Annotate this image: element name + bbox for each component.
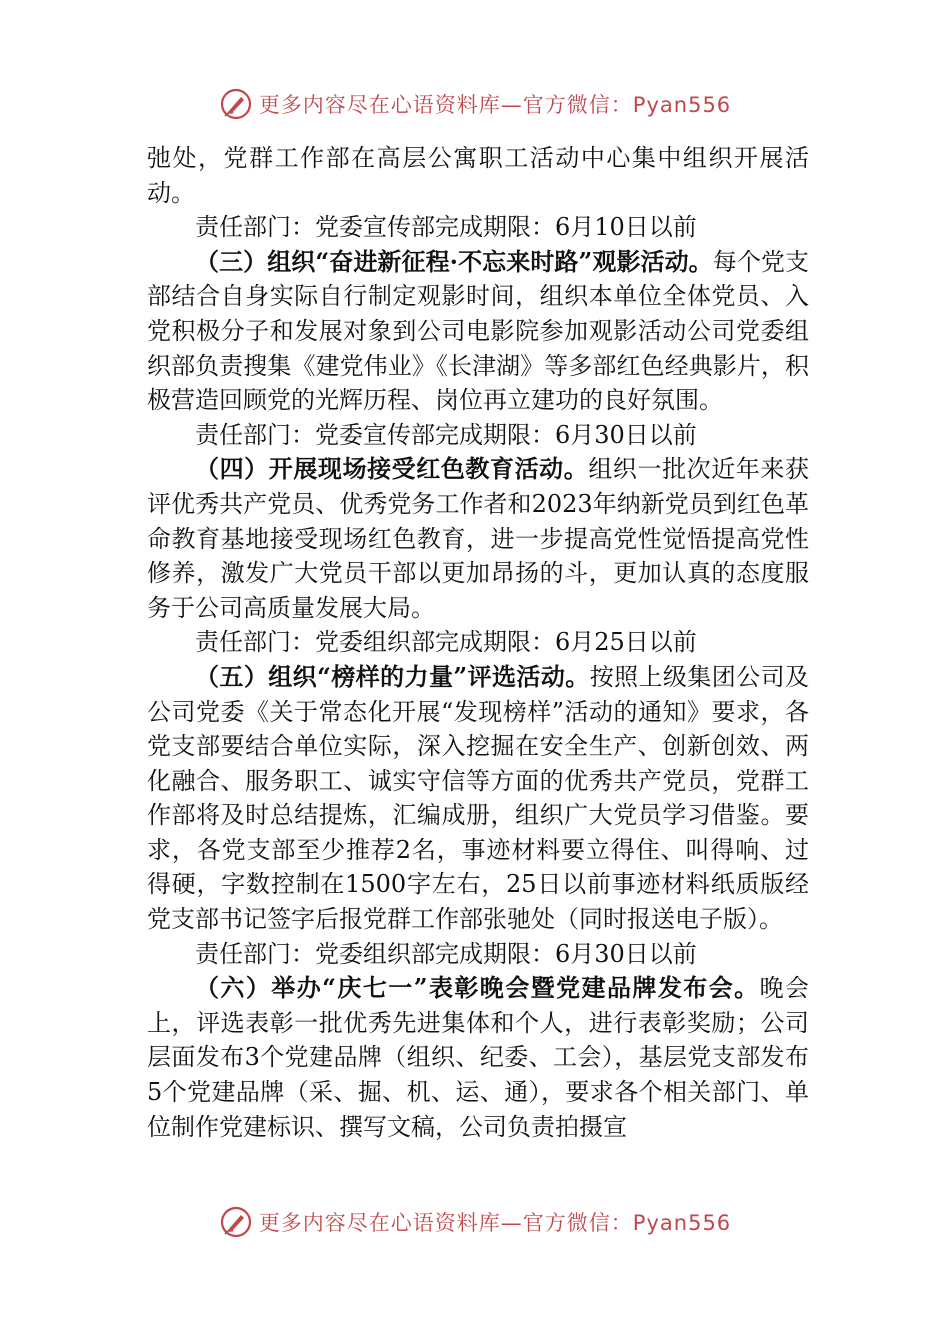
section-4: [147, 452, 809, 625]
section-6-body: 晚会上，评选表彰一批优秀先进集体和个人，进行表彰奖励；公司层面发布3个党建品牌（组织、纪委、工会），基层党支部发布5个党建品牌（采、掘、机、运、通），要求各个相关部门、单位制作党建标识、撰写文稿，公司负责拍摄宣: [147, 974, 809, 1141]
paragraph-continuation: 弛处，党群工作部在高层公寓职工活动中心集中组织开展活动。: [147, 144, 809, 207]
pen-circle-logo-icon: [219, 87, 253, 121]
section-5-body: 按照上级集团公司及公司党委《关于常态化开展“发现榜样”活动的通知》要求，各党支部要结合单位实际，深入挖掘在安全生产、创新创效、两化融合、服务职工、诚实守信等方面的优秀共产党员，党群工作部将及时总结提炼，汇编成册，组织广大党员学习借鉴。要求，各党支部至少推荐2名，事迹材料要立得住、叫得响、过得硬，字数控制在1500字左右，25日以前事迹材料纸质版经党支部书记签字后报党群工作部张驰处（同时报送电子版）。: [147, 662, 809, 934]
section-6-heading: （六）举办“庆七一”表彰晚会暨党建品牌发布会。: [195, 973, 760, 1003]
section-5: [147, 660, 809, 937]
watermark-header: [0, 84, 950, 124]
pen-circle-logo-icon: [219, 1205, 253, 1237]
section-4-heading: （四）开展现场接受红色教育活动。: [195, 454, 589, 484]
section-3: [147, 245, 809, 418]
responsibility-line-3: 责任部门：党委宣传部完成期限：6月30日以前: [195, 420, 697, 449]
section-6: [147, 971, 809, 1144]
responsibility-line-5: 责任部门：党委组织部完成期限：6月30日以前: [195, 939, 697, 968]
responsibility-line-1: 责任部门：党委宣传部完成期限：6月10日以前: [195, 213, 697, 242]
responsibility-line-4: 责任部门：党委组织部完成期限：6月25日以前: [195, 628, 697, 657]
watermark-footer: [0, 1203, 950, 1237]
section-4-body: 组织一批次近年来获评优秀共产党员、优秀党务工作者和2023年纳新党员到红色革命教育基地接受现场红色教育，进一步提高党性觉悟提高党性修养，激发广大党员干部以更加昂扬的斗，更加认真的态度服务于公司高质量发展大局。: [147, 455, 809, 622]
section-3-heading: （三）组织“奋进新征程·不忘来时路”观影活动。: [195, 246, 713, 276]
section-3-body: 每个党支部结合自身实际自行制定观影时间，组织本单位全体党员、入党积极分子和发展对象到公司电影院参加观影活动公司党委组织部负责搜集《建党伟业》《长津湖》等多部红色经典影片，积极营造回顾党的光辉历程、岗位再立建功的良好氛围。: [147, 247, 809, 415]
section-5-heading: （五）组织“榜样的力量”评选活动。: [195, 661, 590, 691]
document-body: [147, 141, 809, 1144]
watermark-text: 更多内容尽在心语资料库—官方微信：Pyan556: [258, 1211, 732, 1235]
watermark-text: 更多内容尽在心语资料库—官方微信：Pyan556: [258, 93, 732, 117]
